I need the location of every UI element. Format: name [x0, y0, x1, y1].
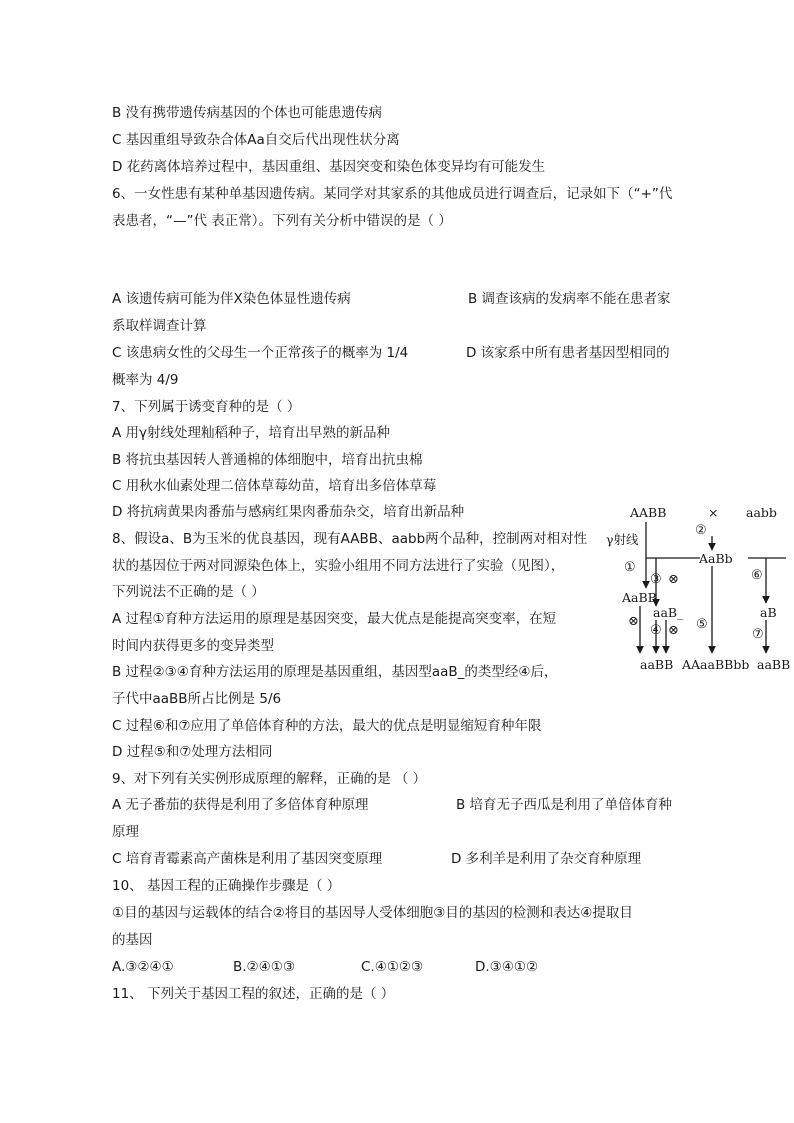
q6-stem-line2: 表患者，“—”代 表正常）。下列有关分析中错误的是（ ）	[112, 213, 452, 229]
selfing-symbol-1: ⊗	[628, 614, 639, 629]
q9-option-d: D 多利羊是利用了杂交育种原理	[451, 851, 642, 867]
q6-option-b-line1: B 调查该病的发病率不能在患者家	[468, 291, 671, 307]
breeding-diagram	[600, 498, 794, 683]
output-aabb-1: aaBB	[640, 657, 674, 672]
process-7-label: ⑦	[752, 627, 764, 642]
aab-blank-label: aaB_	[653, 605, 684, 620]
q10-stem: 10、 基因工程的正确操作步骤是（ ）	[112, 878, 341, 894]
q8-stem-line3: 下列说法不正确的是（ ）	[112, 584, 265, 600]
process-1-label: ①	[624, 560, 636, 575]
process-6-label: ⑥	[751, 568, 763, 583]
parent-aabb-recessive-label: aabb	[746, 505, 777, 520]
q10-steps-line2: 的基因	[112, 932, 153, 948]
q8-stem-line2: 状的基因位于两对同源染色体上，实验小组用不同方法进行了实验（见图），	[112, 558, 565, 574]
q8-option-a-line1: A 过程①育种方法运用的原理是基因突变，最大优点是能提高突变率，在短	[112, 611, 557, 627]
q7-option-a: A 用γ射线处理籼稻种子，培育出早熟的新品种	[112, 425, 391, 441]
q9-option-b-line2: 原理	[112, 824, 139, 840]
output-tetraploid: AAaaBBbb	[682, 657, 750, 672]
q6-option-a: A 该遗传病可能为伴X染色体显性遗传病	[112, 291, 351, 307]
q5-option-c: C 基因重组导致杂合体Aa自交后代出现性状分离	[112, 132, 400, 148]
q7-stem: 7、下列属于诱变育种的是（ ）	[112, 399, 301, 415]
mutant-aabb-label: AaBB	[622, 590, 657, 605]
q7-option-b: B 将抗虫基因转人普通棉的体细胞中，培育出抗虫棉	[112, 452, 423, 468]
q10-option-c: C.④①②③	[361, 959, 424, 975]
q8-option-a-line2: 时间内获得更多的变异类型	[112, 638, 274, 654]
process-3-label: ③	[650, 572, 662, 587]
process-4-label: ④	[650, 623, 662, 638]
q6-stem-line1: 6、一女性患有某种单基因遗传病。某同学对其家系的其他成员进行调查后，记录如下（“+”代	[112, 186, 673, 202]
q9-option-c: C 培育青霉素高产菌株是利用了基因突变原理	[112, 851, 383, 867]
q9-option-b-line1: B 培育无子西瓜是利用了单倍体育种	[456, 797, 673, 813]
q5-option-d: D 花药离体培养过程中，基因重组、基因突变和染色体变异均有可能发生	[112, 159, 546, 175]
f1-aabb-label: AaBb	[699, 551, 733, 566]
parent-aabb-label: AABB	[630, 505, 667, 520]
q5-option-b: B 没有携带遗传病基因的个体也可能患遗传病	[112, 105, 383, 121]
q10-option-a: A.③②④①	[112, 959, 174, 975]
q6-option-c: C 该患病女性的父母生一个正常孩子的概率为 1/4	[112, 345, 409, 361]
q8-option-c: C 过程⑥和⑦应用了单倍体育种的方法，最大的优点是明显缩短育种年限	[112, 718, 542, 734]
haploid-ab-label: aB	[760, 605, 777, 620]
q11-stem: 11、 下列关于基因工程的叙述，正确的是（ ）	[112, 986, 395, 1002]
q7-option-c: C 用秋水仙素处理二倍体草莓幼苗，培育出多倍体草莓	[112, 478, 437, 494]
q6-option-d-line2: 概率为 4/9	[112, 372, 179, 388]
output-aabb-3: aaBB	[757, 657, 791, 672]
process-2-label: ②	[695, 523, 707, 538]
process-5-label: ⑤	[696, 617, 708, 632]
q6-option-b-line2: 系取样调查计算	[112, 318, 207, 334]
q9-stem: 9、对下列有关实例形成原理的解释，正确的是 （ ）	[112, 771, 427, 787]
gamma-ray-label: γ射线	[606, 532, 639, 547]
q8-option-b-line2: 子代中aaBB所占比例是 5/6	[112, 691, 282, 707]
selfing-symbol-4: ⊗	[668, 623, 679, 638]
q9-option-a: A 无子番茄的获得是利用了多倍体育种原理	[112, 797, 369, 813]
q6-option-d-line1: D 该家系中所有患者基因型相同的	[466, 345, 670, 361]
q8-option-b-line1: B 过程②③④育种方法运用的原理是基因重组，基因型aaB_的类型经④后，	[112, 664, 558, 680]
cross-symbol: ×	[708, 505, 719, 520]
q8-stem-line1: 8、假设a、B为玉米的优良基因，现有AABB、aabb两个品种，控制两对相对性	[112, 531, 588, 547]
q10-steps-line1: ①目的基因与运载体的结合②将目的基因导人受体细胞③目的基因的检测和表达④提取目	[112, 905, 633, 921]
q10-option-d: D.③④①②	[475, 959, 539, 975]
q7-option-d: D 将抗病黄果肉番茄与感病红果肉番茄杂交，培育出新品种	[112, 504, 465, 520]
q8-option-d: D 过程⑤和⑦处理方法相同	[112, 744, 273, 760]
q10-option-b: B.②④①③	[233, 959, 295, 975]
selfing-symbol-3: ⊗	[668, 572, 679, 587]
